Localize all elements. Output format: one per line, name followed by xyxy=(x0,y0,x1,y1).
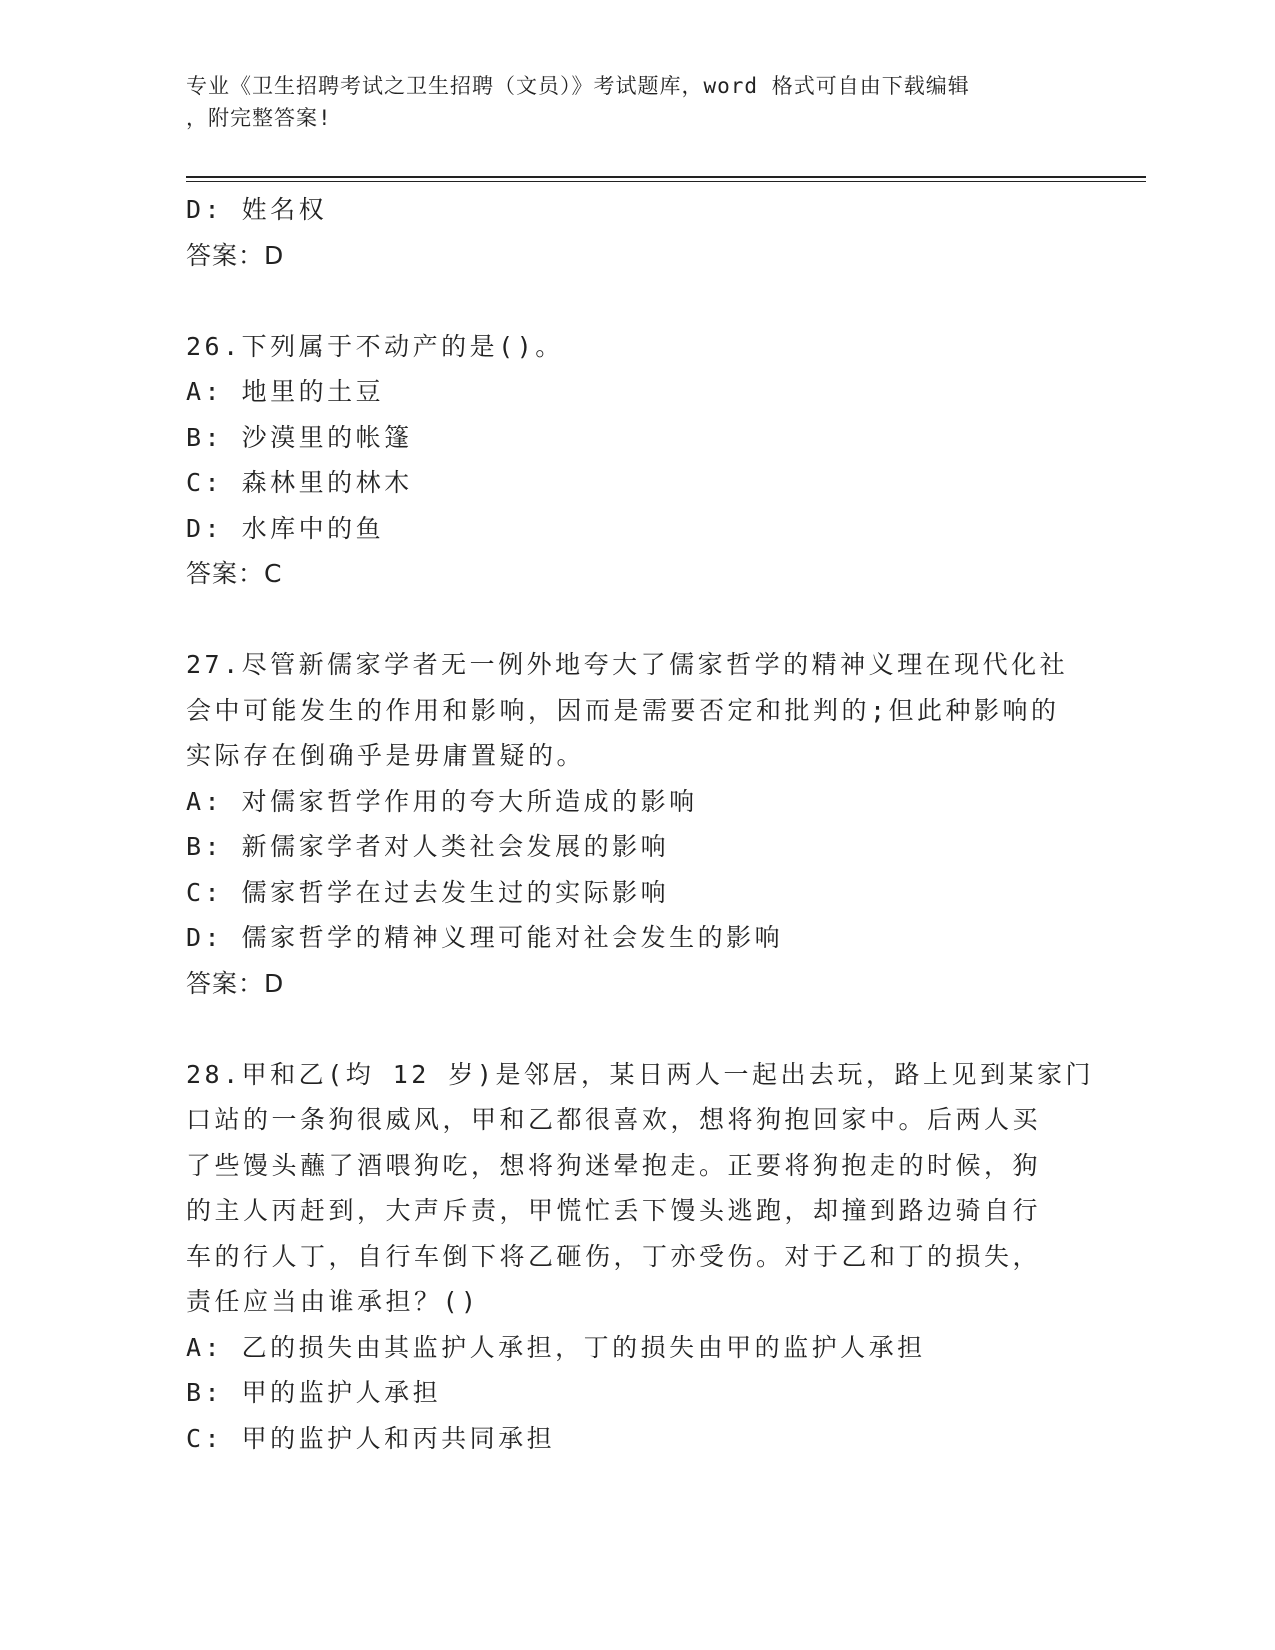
q26-option-a: A: 地里的土豆 xyxy=(186,377,385,406)
q28-stem-line-6: 责任应当由谁承担？() xyxy=(186,1287,480,1316)
q28-option-c: C: 甲的监护人和丙共同承担 xyxy=(186,1423,556,1453)
document-header xyxy=(186,70,1066,134)
prev-answer: 答案：D xyxy=(186,240,285,270)
q27-option-d: D: 儒家哲学的精神义理可能对社会发生的影响 xyxy=(186,923,784,952)
question-content xyxy=(186,187,1094,1461)
q27-option-a: A: 对儒家哲学作用的夸大所造成的影响 xyxy=(186,786,698,816)
q27-stem-line-3: 实际存在倒确乎是毋庸置疑的。 xyxy=(186,741,586,770)
q26-option-d: D: 水库中的鱼 xyxy=(186,513,385,543)
q28-stem-line-2: 口站的一条狗很威风，甲和乙都很喜欢，想将狗抱回家中。后两人买 xyxy=(186,1105,1042,1134)
q28-stem-line-1: 28.甲和乙(均 12 岁)是邻居，某日两人一起出去玩，路上见到某家门 xyxy=(186,1059,1094,1089)
q26-stem: 26.下列属于不动产的是()。 xyxy=(186,331,564,361)
q26-option-b: B: 沙漠里的帐篷 xyxy=(186,422,413,452)
q28-stem-line-4: 的主人丙赶到，大声斥责，甲慌忙丢下馒头逃跑，却撞到路边骑自行 xyxy=(186,1196,1042,1225)
q27-option-b: B: 新儒家学者对人类社会发展的影响 xyxy=(186,832,670,861)
q28-option-b: B: 甲的监护人承担 xyxy=(186,1378,442,1407)
spacer xyxy=(186,278,1066,324)
spacer xyxy=(186,1006,1066,1052)
header-rule-thick xyxy=(186,176,1146,178)
q27-stem-line-2: 会中可能发生的作用和影响，因而是需要否定和批判的;但此种影响的 xyxy=(186,695,1060,725)
q27-answer: 答案：D xyxy=(186,968,285,998)
header-line-1: 专业《卫生招聘考试之卫生招聘（文员）》考试题库，word 格式可自由下载编辑 xyxy=(186,74,970,98)
prev-option-d: D: 姓名权 xyxy=(186,195,328,224)
q26-option-c: C: 森林里的林木 xyxy=(186,468,413,497)
q28-stem-line-5: 车的行人丁，自行车倒下将乙砸伤，丁亦受伤。对于乙和丁的损失， xyxy=(186,1241,1042,1271)
q27-stem-line-1: 27.尽管新儒家学者无一例外地夸大了儒家哲学的精神义理在现代化社 xyxy=(186,650,1069,679)
spacer xyxy=(186,597,1066,643)
q28-option-a: A: 乙的损失由其监护人承担，丁的损失由甲的监护人承担 xyxy=(186,1332,926,1362)
header-line-2: ，附完整答案! xyxy=(186,106,332,130)
q28-stem-line-3: 了些馒头蘸了酒喂狗吃，想将狗迷晕抱走。正要将狗抱走的时候，狗 xyxy=(186,1150,1042,1180)
q26-answer: 答案：C xyxy=(186,559,283,588)
q27-option-c: C: 儒家哲学在过去发生过的实际影响 xyxy=(186,877,670,907)
header-rule-thin xyxy=(186,181,1146,182)
